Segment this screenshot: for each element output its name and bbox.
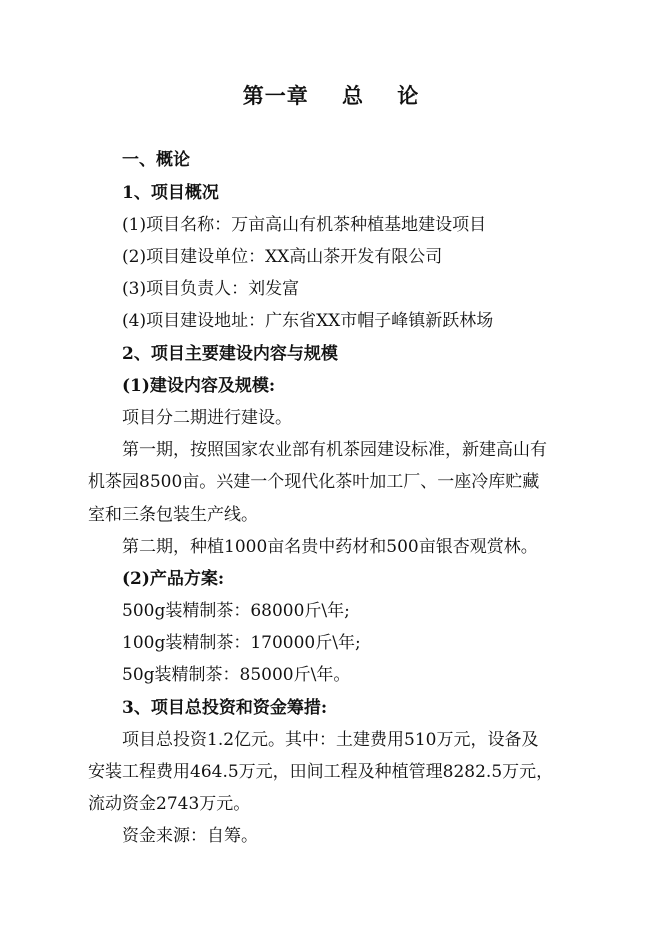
paragraph-investment-line-3: 流动资金2743万元。 — [88, 794, 251, 814]
subsection-heading-investment: 3、项目总投资和资金筹措: — [122, 698, 328, 718]
paragraph-phase-one-line-3: 室和三条包装生产线。 — [88, 505, 258, 525]
paragraph-phases: 项目分二期进行建设。 — [122, 408, 292, 428]
project-address-line: (4)项目建设地址：广东省XX市帽子峰镇新跃林场 — [122, 311, 494, 331]
paragraph-funding-source: 资金来源：自筹。 — [122, 826, 258, 846]
paragraph-investment-line-2: 安装工程费用464.5万元，田间工程及种植管理8282.5万元， — [88, 762, 554, 782]
product-100g-line: 100g装精制茶：170000斤\年; — [122, 633, 361, 653]
content-scale-heading: (1)建设内容及规模: — [122, 376, 276, 396]
paragraph-investment-line-1: 项目总投资1.2亿元。其中：土建费用510万元，设备及 — [122, 730, 539, 750]
product-500g-line: 500g装精制茶：68000斤\年; — [122, 601, 350, 621]
project-unit-line: (2)项目建设单位：XX高山茶开发有限公司 — [122, 247, 443, 267]
project-name-line: (1)项目名称：万亩高山有机茶种植基地建设项目 — [122, 215, 487, 235]
paragraph-phase-one-line-1: 第一期，按照国家农业部有机茶园建设标准，新建高山有 — [122, 440, 547, 460]
subsection-heading-project-overview: 1、项目概况 — [122, 183, 219, 203]
subsection-heading-content-scale: 2、项目主要建设内容与规模 — [122, 344, 338, 364]
product-plan-heading: (2)产品方案: — [122, 569, 225, 589]
chapter-title: 第一章 总 论 — [242, 83, 420, 108]
paragraph-phase-two: 第二期，种植1000亩名贵中药材和500亩银杏观赏林。 — [122, 537, 538, 557]
project-leader-line: (3)项目负责人：刘发富 — [122, 279, 300, 299]
paragraph-phase-one-line-2: 机茶园8500亩。兴建一个现代化茶叶加工厂、一座冷库贮藏 — [88, 472, 540, 492]
product-50g-line: 50g装精制茶：85000斤\年。 — [122, 665, 351, 685]
section-heading-overview: 一、概论 — [122, 150, 190, 170]
